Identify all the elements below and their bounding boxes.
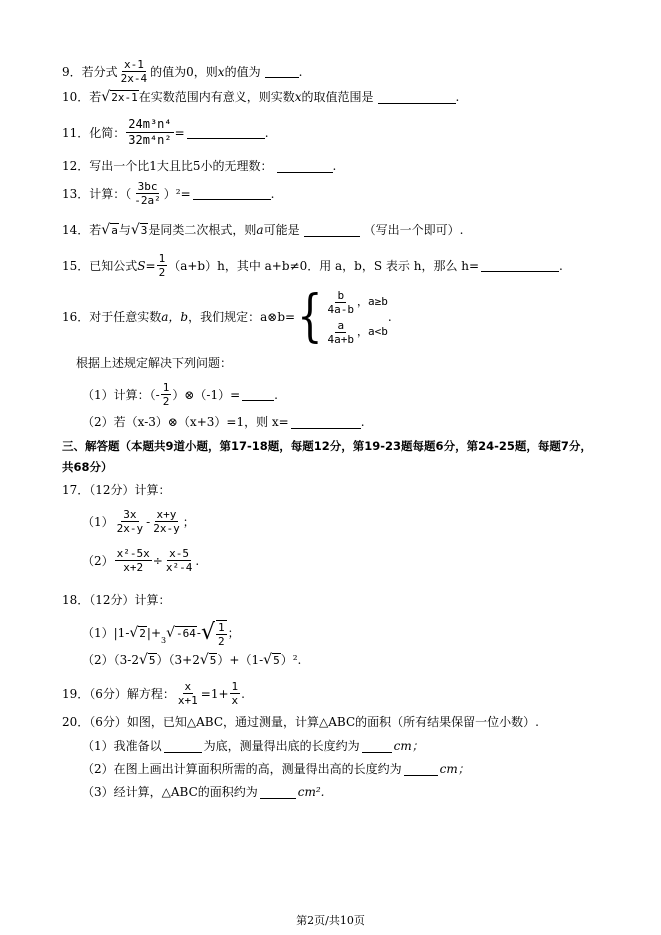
q16-2-end: . (360, 415, 365, 429)
question-13 (62, 180, 274, 207)
q18-2-sqrt-b: √ 5 (199, 652, 217, 668)
q17-1-den-b: 2x-y (153, 522, 180, 535)
q14-radicand-3: 3 (140, 224, 148, 237)
q20-3-unit: cm². (297, 785, 325, 799)
q19-den-b: x (231, 694, 239, 707)
q13-fraction (132, 180, 163, 207)
q18-2-mid-2: ）+（1- (217, 653, 264, 667)
q18-1-sqrt-frac: √ $\frac{1}{2}$ (200, 620, 225, 648)
page-footer: 第2页/共10页 (296, 914, 365, 927)
q18-1-sqrt-2: √ 2 (129, 625, 146, 641)
q9-text: 的值为0，则 (150, 64, 218, 79)
q16-1-prefix: （1）计算：（- (82, 387, 160, 402)
q14-text: 是同类二次根式，则 (148, 223, 257, 237)
q20-2-unit: cm； (439, 762, 470, 776)
q16-case2-fraction (326, 319, 357, 346)
q14-sqrt-3: √ 3 (130, 222, 148, 238)
q15-answer-blank[interactable] (481, 259, 559, 272)
q18-2-sqrt-c: √ 5 (263, 652, 280, 668)
q10-end: . (455, 90, 460, 104)
q17-part-2 (82, 547, 199, 574)
q19-fraction-a (176, 680, 200, 707)
q17-2-fraction-a (115, 547, 152, 574)
q20-part-1 (82, 738, 424, 754)
q17-text: 17．（12分）计算： (62, 483, 171, 497)
q16-case-1 (325, 287, 388, 317)
q16-case1-condition: ，a≥b (357, 295, 388, 308)
q16-2-text: （2）若（x-3）⊗（x+3）=1，则 x= (82, 415, 289, 429)
question-15 (62, 252, 563, 279)
q17-2-prefix: （2） (82, 553, 114, 568)
q19-prefix: 19．（6分）解方程： (62, 686, 175, 701)
section-3-line-2: 共68分） (62, 460, 113, 474)
q12-text: 12．写出一个比1大且比5小的无理数： (62, 159, 273, 173)
q9-answer-blank[interactable] (265, 65, 299, 78)
q17-1-end: ； (182, 514, 195, 529)
q9-text2: 的值为 (224, 64, 261, 79)
q16-1-fraction (161, 381, 172, 408)
q15-numerator: 1 (158, 252, 166, 265)
q13-end: . (270, 186, 275, 201)
q20-1-mid: 为底，测量得出底的长度约为 (203, 739, 360, 753)
q16-1-text: ）⊗（-1）= (172, 387, 241, 402)
q17-1-den-a: 2x-y (116, 522, 144, 535)
q19-fraction-b (230, 680, 241, 707)
q15-equals: = (145, 258, 156, 273)
q17-2-num-b: x-5 (169, 547, 190, 560)
q18-1-frac-den: 2 (218, 635, 225, 648)
section-3-line-1: 三、解答题（本题共9道小题，第17-18题，每题12分，第19-23题每题6分，第24-25题，每题7分， (62, 439, 592, 453)
q20-1-unit: cm； (393, 739, 424, 753)
question-19 (62, 680, 245, 707)
q18-2-radicand-a: 5 (148, 654, 156, 667)
q17-1-fraction-b (151, 508, 182, 535)
q16-case1-fraction (326, 289, 357, 316)
question-16 (62, 286, 392, 348)
q16-part-1 (82, 381, 278, 408)
q18-2-end: ）². (280, 653, 302, 667)
question-12 (62, 158, 336, 174)
q16-case2-condition: ，a<b (357, 325, 388, 338)
q11-denominator: 32m⁴n² (128, 133, 172, 147)
q11-prefix: 11．化简： (62, 125, 126, 140)
q18-1-end: ； (227, 626, 240, 640)
q15-S: S (137, 258, 146, 273)
q16-end: . (387, 310, 392, 324)
q12-end: . (332, 159, 337, 173)
q18-part-2 (82, 652, 301, 668)
q14-and: 与 (118, 223, 131, 237)
q14-sqrt-a: √ a (101, 222, 118, 238)
q16-part-2 (82, 414, 365, 430)
q10-text: 在实数范围内有意义，则实数 (138, 90, 295, 104)
q10-answer-blank[interactable] (378, 91, 456, 104)
q10-var: x (294, 90, 302, 104)
q13-power: ）²= (163, 186, 191, 201)
q15-fraction (157, 252, 168, 279)
q15-prefix: 15．已知公式 (62, 258, 138, 273)
q9-denominator: 2x-4 (120, 72, 148, 85)
q17-1-num-b: x+y (156, 508, 177, 521)
q19-num-b: 1 (231, 680, 239, 693)
q14-answer-blank[interactable] (304, 224, 360, 237)
q20-1-length-blank[interactable] (362, 740, 392, 753)
question-18 (62, 592, 171, 608)
q14-radicand-a: a (111, 224, 118, 237)
q17-2-fraction-b (164, 547, 195, 574)
q18-1-cuberoot: 3 √ -64 (161, 625, 196, 645)
q16-1-num: 1 (162, 381, 170, 394)
q9-numerator: x-1 (123, 58, 144, 71)
q16-case1-num: b (337, 288, 345, 302)
q11-numerator: 24m³n⁴ (128, 117, 172, 131)
q10-prefix: 10．若 (62, 90, 102, 104)
q16-piecewise (325, 287, 388, 347)
q20-1-prefix: （1）我准备以 (82, 739, 162, 753)
q16-case2-num: a (337, 318, 345, 332)
q17-2-den-b: x²-4 (165, 561, 193, 574)
q13-denominator: -2a² (134, 194, 161, 207)
q16-1-den: 2 (162, 395, 170, 408)
q16-brace: { (297, 284, 323, 350)
q18-1-minus: - (196, 626, 201, 640)
q20-3-prefix: （3）经计算，△ABC的面积约为 (82, 785, 258, 799)
q13-prefix: 13．计算：（ (62, 186, 132, 201)
section-3-heading-cont (62, 459, 113, 475)
q16-case-2 (325, 317, 388, 347)
q18-2-sqrt-a: √ 5 (138, 652, 156, 668)
q20-2-prefix: （2）在图上画出计算面积所需的高，测量得出高的长度约为 (82, 762, 402, 776)
section-3-heading (62, 438, 592, 454)
q15-end: . (559, 258, 563, 273)
q18-2-radicand-c: 5 (273, 654, 280, 667)
q11-equals: = (174, 125, 185, 140)
q16-vars: a，b (161, 310, 189, 324)
question-20 (62, 714, 539, 730)
q14-var: a (256, 223, 264, 237)
q16-1-end: . (274, 387, 278, 402)
q18-text: 18．（12分）计算： (62, 593, 171, 607)
q20-part-3 (82, 784, 325, 800)
q17-1-num-a: 3x (123, 508, 137, 521)
question-10 (62, 89, 459, 105)
q16-intro (76, 355, 232, 371)
q16-prefix: 16．对于任意实数 (62, 310, 162, 324)
q17-part-1 (82, 508, 195, 535)
q17-1-operator: - (146, 514, 151, 529)
q19-den-a: x+1 (177, 694, 198, 707)
q9-prefix: 9．若分式 (62, 64, 118, 79)
q19-end: . (241, 686, 245, 701)
q14-end: （写出一个即可）. (363, 223, 464, 237)
question-11 (62, 117, 269, 148)
question-9 (62, 58, 302, 85)
q10-text2: 的取值范围是 (301, 90, 374, 104)
q16-intro-text: 根据上述规定解决下列问题： (76, 356, 233, 370)
q20-3-area-blank[interactable] (260, 786, 296, 799)
q17-2-den-a: x+2 (123, 561, 144, 574)
q18-1-mid: |+ (146, 626, 162, 640)
q17-2-end: . (195, 553, 200, 568)
q11-end: . (264, 125, 269, 140)
q18-1-prefix: （1）|1- (82, 626, 130, 640)
q12-answer-blank[interactable] (277, 160, 333, 173)
q10-sqrt: √ 2x-1 (101, 89, 138, 105)
q16-text: ，我们规定：a⊗b= (188, 310, 296, 324)
q15-text: （a+b）h，其中 a+b≠0．用 a，b，S 表示 h，那么 h= (168, 258, 480, 273)
q18-2-prefix: （2）（3-2 (82, 653, 139, 667)
q16-case1-den: 4a-b (327, 302, 355, 316)
q11-fraction (126, 117, 173, 148)
question-17 (62, 482, 171, 498)
q16-1-answer-blank[interactable] (242, 388, 274, 401)
q20-1-base-blank[interactable] (164, 740, 202, 753)
q20-2-height-blank[interactable] (404, 763, 438, 776)
q19-num-a: x (184, 680, 192, 693)
q9-end: . (298, 64, 303, 79)
q20-part-2 (82, 761, 470, 777)
q18-2-mid-1: ）（3+2 (156, 653, 200, 667)
q13-numerator: 3bc (137, 180, 158, 193)
q17-2-num-a: x²-5x (116, 547, 150, 560)
q9-var: x (217, 64, 225, 79)
q13-answer-blank[interactable] (193, 187, 271, 200)
q17-1-prefix: （1） (82, 514, 114, 529)
q20-text: 20．（6分）如图，已知△ABC，通过测量，计算△ABC的面积（所有结果保留一位小数）. (62, 715, 539, 729)
q15-denominator: 2 (158, 266, 166, 279)
q18-2-radicand-b: 5 (209, 654, 217, 667)
q18-1-frac-num: 1 (218, 621, 225, 634)
q18-1-radicand-64: -64 (176, 627, 196, 640)
q19-mid: =1+ (200, 686, 229, 701)
question-14 (62, 222, 463, 238)
q17-1-fraction-a (115, 508, 146, 535)
q14-prefix: 14．若 (62, 223, 102, 237)
q17-2-operator: ÷ (152, 553, 163, 568)
q18-1-radicand-2: 2 (139, 627, 146, 640)
q16-case2-den: 4a+b (327, 332, 355, 346)
q10-radicand: 2x-1 (111, 91, 138, 104)
q16-2-answer-blank[interactable] (291, 416, 361, 429)
q11-answer-blank[interactable] (187, 126, 265, 139)
q18-1-fraction (216, 620, 227, 648)
q14-text2: 可能是 (263, 223, 300, 237)
q18-part-1 (82, 618, 240, 648)
q9-fraction (119, 58, 150, 85)
